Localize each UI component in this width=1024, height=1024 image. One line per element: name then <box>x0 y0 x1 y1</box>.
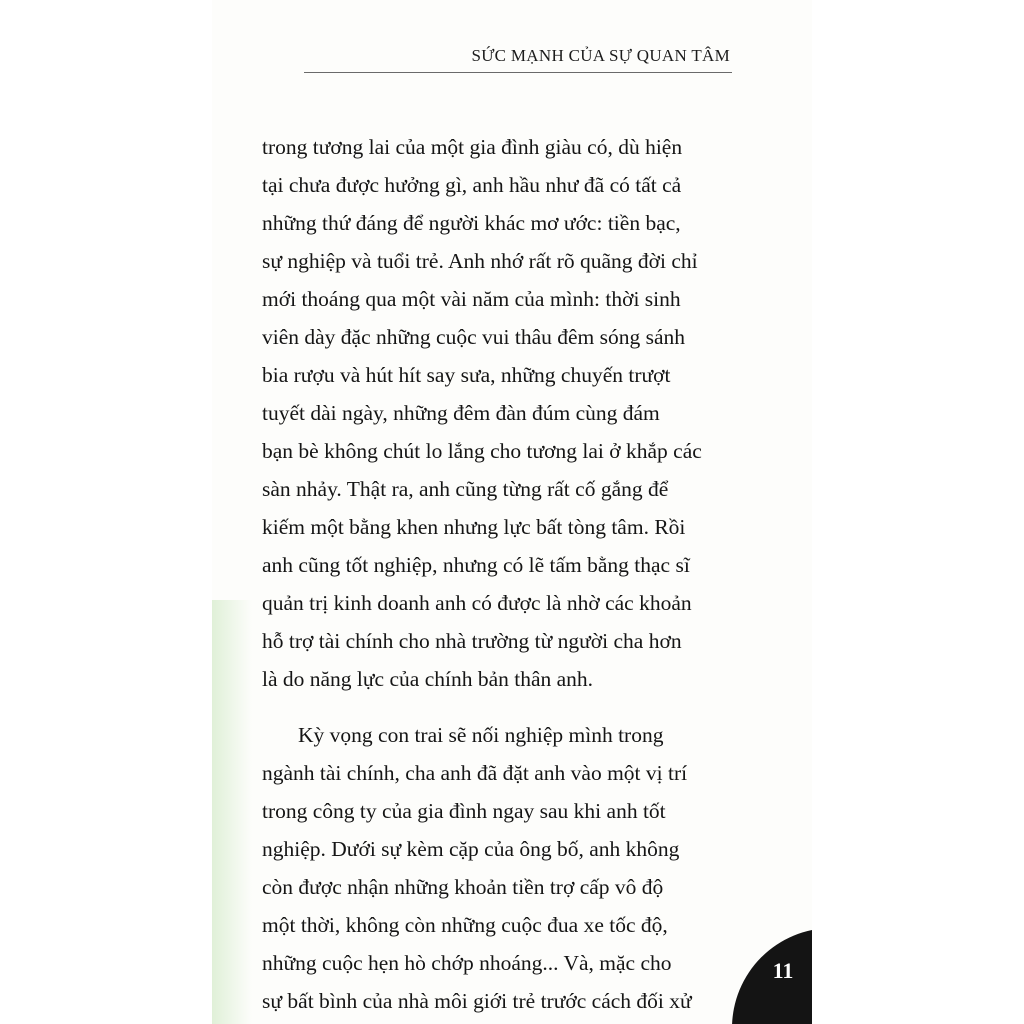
header-rule <box>304 72 732 73</box>
paragraph-1 <box>262 128 734 698</box>
paragraph-2 <box>262 716 734 1020</box>
text-line: viên dày đặc những cuộc vui thâu đêm sóng sánh <box>262 325 686 349</box>
text-line: sự nghiệp và tuổi trẻ. Anh nhớ rất rõ quãng đời chỉ <box>262 249 698 273</box>
text-line: bia rượu và hút hít say sưa, những chuyến trượt <box>262 363 671 387</box>
text-line: anh cũng tốt nghiệp, nhưng có lẽ tấm bằng thạc sĩ <box>262 553 690 577</box>
text-line: là do năng lực của chính bản thân anh. <box>262 667 594 691</box>
text-line: sàn nhảy. Thật ra, anh cũng từng rất cố gắng để <box>262 477 669 501</box>
text-line: hỗ trợ tài chính cho nhà trường từ người cha hơn <box>262 629 682 653</box>
text-line: kiếm một bằng khen nhưng lực bất tòng tâm. Rồi <box>262 515 686 539</box>
text-line: nghiệp. Dưới sự kèm cặp của ông bố, anh không <box>262 837 680 861</box>
text-line: mới thoáng qua một vài năm của mình: thời sinh <box>262 287 681 311</box>
text-line: tuyết dài ngày, những đêm đàn đúm cùng đám <box>262 401 660 425</box>
text-line: những thứ đáng để người khác mơ ước: tiền bạc, <box>262 211 681 235</box>
page-edge-shading <box>212 600 252 1024</box>
text-line: sự bất bình của nhà môi giới trẻ trước cách đối xử <box>262 989 692 1013</box>
text-line: trong công ty của gia đình ngay sau khi anh tốt <box>262 799 666 823</box>
book-page <box>212 0 812 1024</box>
text-line: bạn bè không chút lo lắng cho tương lai ở khắp các <box>262 439 702 463</box>
paragraph-gap <box>262 698 734 716</box>
text-line: ngành tài chính, cha anh đã đặt anh vào một vị trí <box>262 761 688 785</box>
text-line: còn được nhận những khoản tiền trợ cấp vô độ <box>262 875 664 899</box>
text-line: tại chưa được hưởng gì, anh hầu như đã có tất cả <box>262 173 682 197</box>
text-line: một thời, không còn những cuộc đua xe tốc độ, <box>262 913 668 937</box>
body-text <box>262 128 734 1020</box>
text-line: Kỳ vọng con trai sẽ nối nghiệp mình trong <box>298 723 664 747</box>
running-header: SỨC MẠNH CỦA SỰ QUAN TÂM <box>471 46 730 65</box>
text-line: trong tương lai của một gia đình giàu có, dù hiện <box>262 135 683 159</box>
page-number: 11 <box>772 958 794 983</box>
text-line: quản trị kinh doanh anh có được là nhờ các khoản <box>262 591 692 615</box>
text-line: những cuộc hẹn hò chớp nhoáng... Và, mặc cho <box>262 951 672 975</box>
